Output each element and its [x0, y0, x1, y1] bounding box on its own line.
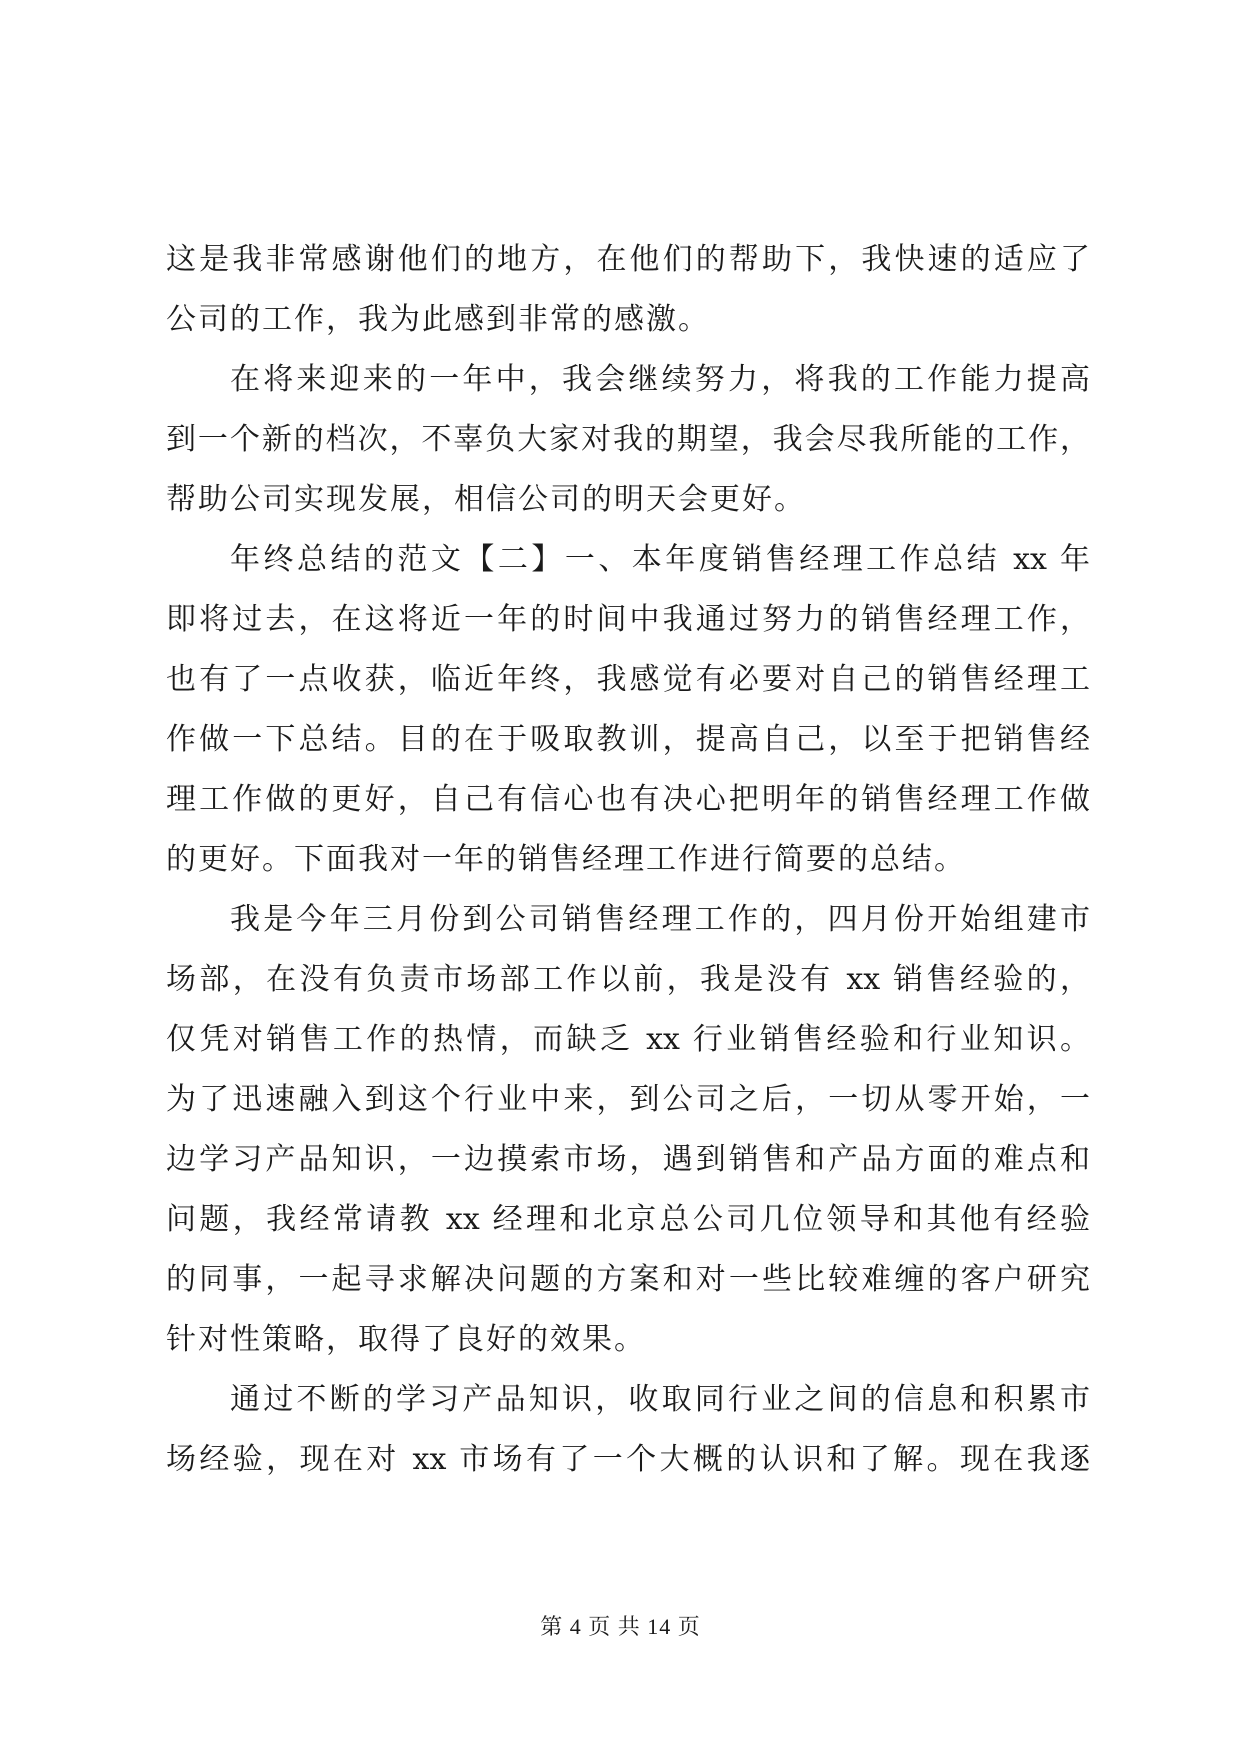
text-line-11: 的更好。下面我对一年的销售经理工作进行简要的总结。 [166, 842, 966, 877]
text-line-9: 作做一下总结。目的在于吸取教训，提高自己，以至于把销售经 [166, 722, 1090, 757]
text-line-21: 场经验，现在对 xx 市场有了一个大概的认识和了解。现在我逐 [166, 1442, 1090, 1477]
text-line-1: 这是我非常感谢他们的地方，在他们的帮助下，我快速的适应了 [166, 242, 1090, 277]
text-line-14: 仅凭对销售工作的热情，而缺乏 xx 行业销售经验和行业知识。 [166, 1022, 1090, 1057]
text-line-6: 年终总结的范文【二】一、本年度销售经理工作总结 xx 年 [230, 542, 1090, 577]
text-line-2: 公司的工作，我为此感到非常的感激。 [166, 302, 710, 337]
text-line-13: 场部，在没有负责市场部工作以前，我是没有 xx 销售经验的， [166, 962, 1090, 997]
text-line-19: 针对性策略，取得了良好的效果。 [166, 1322, 646, 1357]
text-line-10: 理工作做的更好，自己有信心也有决心把明年的销售经理工作做 [166, 782, 1090, 817]
text-line-12: 我是今年三月份到公司销售经理工作的，四月份开始组建市 [230, 902, 1090, 937]
text-line-5: 帮助公司实现发展，相信公司的明天会更好。 [166, 482, 806, 517]
document-body [166, 230, 1090, 1490]
page-number-footer: 第 4 页 共 14 页 [540, 1614, 701, 1639]
text-line-16: 边学习产品知识，一边摸索市场，遇到销售和产品方面的难点和 [166, 1142, 1090, 1177]
text-line-7: 即将过去，在这将近一年的时间中我通过努力的销售经理工作， [166, 602, 1090, 637]
text-line-8: 也有了一点收获，临近年终，我感觉有必要对自己的销售经理工 [166, 662, 1090, 697]
text-line-3: 在将来迎来的一年中，我会继续努力，将我的工作能力提高 [230, 362, 1090, 397]
text-line-18: 的同事，一起寻求解决问题的方案和对一些比较难缠的客户研究 [166, 1262, 1090, 1297]
text-line-20: 通过不断的学习产品知识，收取同行业之间的信息和积累市 [230, 1382, 1090, 1417]
text-line-15: 为了迅速融入到这个行业中来，到公司之后，一切从零开始，一 [166, 1082, 1090, 1117]
text-line-4: 到一个新的档次，不辜负大家对我的期望，我会尽我所能的工作， [166, 422, 1090, 457]
text-line-17: 问题，我经常请教 xx 经理和北京总公司几位领导和其他有经验 [166, 1202, 1090, 1237]
